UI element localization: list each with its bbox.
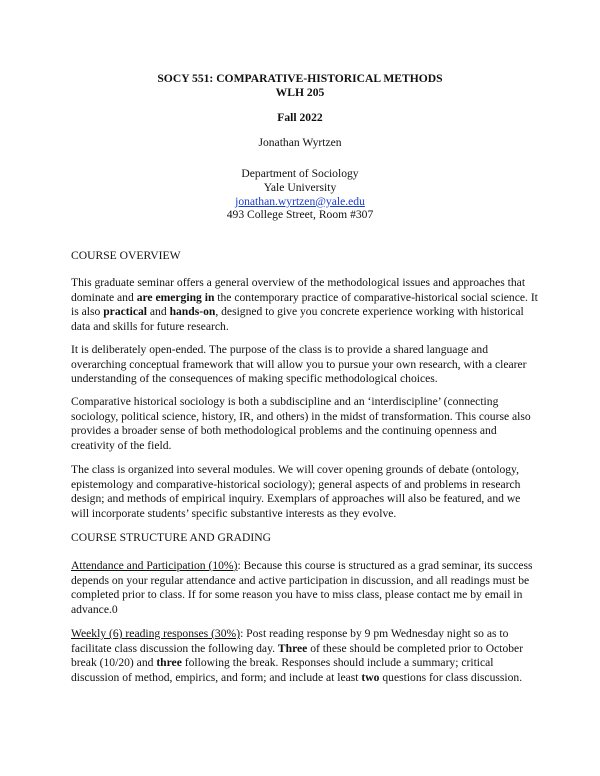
term: Fall 2022 bbox=[277, 111, 323, 124]
department: Department of Sociology bbox=[241, 167, 359, 180]
section-heading-overview: COURSE OVERVIEW bbox=[71, 249, 181, 262]
course-line: SOCY 551: COMPARATIVE-HISTORICAL METHODS bbox=[157, 72, 443, 85]
course-title bbox=[0, 72, 600, 99]
room-line: WLH 205 bbox=[275, 85, 325, 99]
weekly-label: Weekly (6) reading responses (30%) bbox=[71, 627, 241, 640]
overview-paragraph-1: This graduate seminar offers a general overview of the methodological issues and approaches that dominate and are emerging in the contemporary practice of comparative-historical social science. It is also practical and hands-on, designed to give you concrete experience working with historical data and skills for future research. bbox=[71, 276, 538, 333]
attendance-paragraph: Attendance and Participation (10%): Because this course is structured as a grad seminar, its success depends on your regular attendance and active participation in discussion, and all readings must be completed prior to class. If for some reason you have to miss class, please contact me by email in advance.0 bbox=[71, 559, 533, 616]
section-heading-structure: COURSE STRUCTURE AND GRADING bbox=[71, 531, 272, 544]
attendance-label: Attendance and Participation (10%) bbox=[71, 559, 238, 572]
overview-paragraph-2: It is deliberately open-ended. The purpose of the class is to provide a shared language and overarching conceptual framework that will allow you to pursue your own research, with a clearer understanding of the consequences of making specific methodological choices. bbox=[71, 343, 527, 386]
contact-block bbox=[0, 167, 600, 222]
office-address: 493 College Street, Room #307 bbox=[226, 208, 374, 222]
overview-paragraph-3: Comparative historical sociology is both a subdiscipline and an ‘interdiscipline’ (connecting sociology, political science, history, IR, and others) in the midst of transformation. This course also provides a broader sense of both methodological problems and the continuing openness and creativity of the field. bbox=[71, 395, 531, 452]
weekly-responses-paragraph: Weekly (6) reading responses (30%): Post reading response by 9 pm Wednesday night so as to facilitate class discussion the following day. Three of these should be completed prior to October break (10/20) and three following the break. Responses should include a summary; critical discussion of method, empirics, and form; and include at least two questions for class discussion. bbox=[71, 627, 524, 684]
university: Yale University bbox=[263, 180, 337, 194]
instructor-name: Jonathan Wyrtzen bbox=[258, 136, 342, 149]
email-link[interactable]: jonathan.wyrtzen@yale.edu bbox=[235, 194, 365, 208]
overview-paragraph-4: The class is organized into several modules. We will cover opening grounds of debate (ontology, epistemology and comparative-historical sociology); general aspects of and problems in research design; and methods of empirical inquiry. Exemplars of approaches will also be featured, and we will incorporate students’ specific substantive interests as they evolve. bbox=[71, 463, 521, 520]
